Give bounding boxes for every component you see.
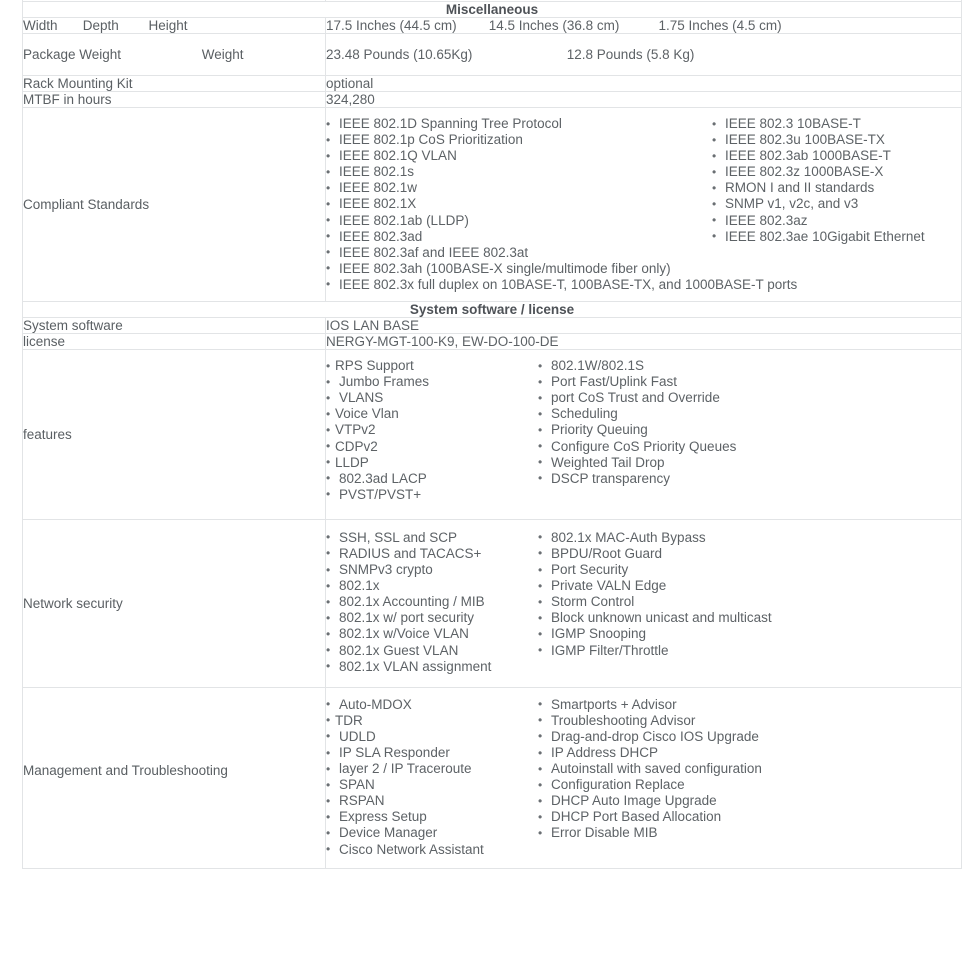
- list-item: • PVST/PVST+: [326, 487, 538, 503]
- features-value-cell: [326, 350, 962, 520]
- list-item: • IEEE 802.3ah (100BASE-X single/multimode fiber only): [326, 261, 712, 277]
- list-item: • 802.1x w/ port security: [326, 610, 538, 626]
- list-item: • 802.3ad LACP: [326, 471, 538, 487]
- table-row-license: [23, 334, 962, 350]
- list-item: • IEEE 802.3x full duplex on 10BASE-T, 100BASE-TX, and 1000BASE-T ports: [326, 277, 712, 293]
- list-item: • 802.1x MAC-Auth Bypass: [538, 530, 772, 546]
- list-item: • IEEE 802.1ab (LLDP): [326, 213, 712, 229]
- table-row-compliant-standards: [23, 108, 962, 302]
- list-item: • 802.1x Accounting / MIB: [326, 594, 538, 610]
- mtbf-value: 324,280: [326, 92, 962, 108]
- compliant-standards-label: Compliant Standards: [23, 108, 326, 302]
- list-item: • 802.1x w/Voice VLAN: [326, 626, 538, 642]
- list-item: • RMON I and II standards: [712, 180, 925, 196]
- list-item: • DHCP Auto Image Upgrade: [538, 793, 762, 809]
- license-label: license: [23, 334, 326, 350]
- label-height: Height: [148, 18, 188, 33]
- management-troubleshooting-list-col2: [538, 697, 762, 842]
- value-height: 1.75 Inches (4.5 cm): [658, 18, 782, 33]
- weight-value-cell: [326, 34, 962, 76]
- list-item: • Device Manager: [326, 825, 538, 841]
- rack-mounting-kit-label: Rack Mounting Kit: [23, 76, 326, 92]
- dimensions-value-cell: [326, 18, 962, 34]
- list-item: • IEEE 802.1D Spanning Tree Protocol: [326, 116, 712, 132]
- list-item: • Jumbo Frames: [326, 374, 538, 390]
- list-item: • RPS Support: [326, 358, 538, 374]
- table-row-system-software: [23, 318, 962, 334]
- specifications-table: [22, 0, 962, 869]
- label-width: Width: [23, 18, 58, 33]
- features-label: features: [23, 350, 326, 520]
- list-item: • Block unknown unicast and multicast: [538, 610, 772, 626]
- list-item: • UDLD: [326, 729, 538, 745]
- list-item: • Smartports + Advisor: [538, 697, 762, 713]
- license-value: NERGY-MGT-100-K9, EW-DO-100-DE: [326, 334, 962, 350]
- list-item: • IEEE 802.1s: [326, 164, 712, 180]
- list-item: • IEEE 802.3ab 1000BASE-T: [712, 148, 925, 164]
- section-title-system-software-license: System software / license: [23, 302, 962, 318]
- weight-label-cell: [23, 34, 326, 76]
- list-item: • IEEE 802.1p CoS Prioritization: [326, 132, 712, 148]
- system-software-label: System software: [23, 318, 326, 334]
- value-depth: 14.5 Inches (36.8 cm): [488, 18, 620, 33]
- list-item: • Error Disable MIB: [538, 825, 762, 841]
- section-header-row-miscellaneous: [23, 2, 962, 18]
- list-item: • RSPAN: [326, 793, 538, 809]
- list-item: • IEEE 802.3u 100BASE-TX: [712, 132, 925, 148]
- list-item: • BPDU/Root Guard: [538, 546, 772, 562]
- section-header-row-system-software: [23, 302, 962, 318]
- network-security-list-col2: [538, 530, 772, 659]
- features-list-col1: [326, 358, 538, 503]
- network-security-list-col1: [326, 530, 538, 675]
- list-item: • VTPv2: [326, 422, 538, 438]
- list-item: • IGMP Filter/Throttle: [538, 643, 772, 659]
- list-item: • Port Fast/Uplink Fast: [538, 374, 736, 390]
- list-item: • 802.1x: [326, 578, 538, 594]
- list-item: • IGMP Snooping: [538, 626, 772, 642]
- list-item: • SPAN: [326, 777, 538, 793]
- label-depth: Depth: [82, 18, 119, 33]
- rack-mounting-kit-value: optional: [326, 76, 962, 92]
- list-item: • LLDP: [326, 455, 538, 471]
- list-item: • Configure CoS Priority Queues: [538, 439, 736, 455]
- table-row-mtbf: [23, 92, 962, 108]
- network-security-label: Network security: [23, 519, 326, 687]
- list-item: • IEEE 802.3ae 10Gigabit Ethernet: [712, 229, 925, 245]
- list-item: • Cisco Network Assistant: [326, 842, 538, 858]
- mtbf-label: MTBF in hours: [23, 92, 326, 108]
- list-item: • IEEE 802.3z 1000BASE-X: [712, 164, 925, 180]
- list-item: • Auto-MDOX: [326, 697, 538, 713]
- list-item: • 802.1W/802.1S: [538, 358, 736, 374]
- network-security-value-cell: [326, 519, 962, 687]
- list-item: • IEEE 802.3af and IEEE 802.3at: [326, 245, 712, 261]
- table-row-rack-mounting-kit: [23, 76, 962, 92]
- value-weight: 12.8 Pounds (5.8 Kg): [566, 47, 695, 62]
- label-package-weight: Package Weight: [23, 47, 122, 62]
- list-item: • DHCP Port Based Allocation: [538, 809, 762, 825]
- list-item: • Express Setup: [326, 809, 538, 825]
- list-item: • Storm Control: [538, 594, 772, 610]
- management-troubleshooting-label: Management and Troubleshooting: [23, 687, 326, 868]
- table-row-network-security: [23, 519, 962, 687]
- list-item: • 802.1x VLAN assignment: [326, 659, 538, 675]
- table-row-features: [23, 350, 962, 520]
- list-item: • Weighted Tail Drop: [538, 455, 736, 471]
- list-item: • Priority Queuing: [538, 422, 736, 438]
- management-troubleshooting-list-col1: [326, 697, 538, 858]
- list-item: • Port Security: [538, 562, 772, 578]
- list-item: • RADIUS and TACACS+: [326, 546, 538, 562]
- system-software-value: IOS LAN BASE: [326, 318, 962, 334]
- value-package-weight: 23.48 Pounds (10.65Kg): [326, 47, 473, 62]
- list-item: • SNMP v1, v2c, and v3: [712, 196, 925, 212]
- list-item: • IEEE 802.3 10BASE-T: [712, 116, 925, 132]
- compliant-standards-list-col2: [712, 116, 925, 245]
- section-title-miscellaneous: Miscellaneous: [23, 2, 962, 18]
- list-item: • IP Address DHCP: [538, 745, 762, 761]
- features-list-col2: [538, 358, 736, 487]
- list-item: • Scheduling: [538, 406, 736, 422]
- list-item: • layer 2 / IP Traceroute: [326, 761, 538, 777]
- table-row-management-troubleshooting: [23, 687, 962, 868]
- list-item: • IEEE 802.3ad: [326, 229, 712, 245]
- compliant-standards-value-cell: [326, 108, 962, 302]
- list-item: • IEEE 802.1Q VLAN: [326, 148, 712, 164]
- list-item: • 802.1x Guest VLAN: [326, 643, 538, 659]
- management-troubleshooting-value-cell: [326, 687, 962, 868]
- list-item: • IEEE 802.1w: [326, 180, 712, 196]
- list-item: • SSH, SSL and SCP: [326, 530, 538, 546]
- list-item: • port CoS Trust and Override: [538, 390, 736, 406]
- list-item: • VLANS: [326, 390, 538, 406]
- label-weight: Weight: [201, 47, 244, 62]
- list-item: • IP SLA Responder: [326, 745, 538, 761]
- list-item: • CDPv2: [326, 439, 538, 455]
- list-item: • Configuration Replace: [538, 777, 762, 793]
- list-item: • IEEE 802.3az: [712, 213, 925, 229]
- list-item: • TDR: [326, 713, 538, 729]
- dimensions-label-cell: [23, 18, 326, 34]
- list-item: • DSCP transparency: [538, 471, 736, 487]
- list-item: • SNMPv3 crypto: [326, 562, 538, 578]
- list-item: • Troubleshooting Advisor: [538, 713, 762, 729]
- list-item: • Private VALN Edge: [538, 578, 772, 594]
- value-width: 17.5 Inches (44.5 cm): [326, 18, 457, 33]
- table-row-dimensions: [23, 18, 962, 34]
- list-item: • Voice Vlan: [326, 406, 538, 422]
- list-item: • IEEE 802.1X: [326, 196, 712, 212]
- list-item: • Drag-and-drop Cisco IOS Upgrade: [538, 729, 762, 745]
- table-row-weight: [23, 34, 962, 76]
- list-item: • Autoinstall with saved configuration: [538, 761, 762, 777]
